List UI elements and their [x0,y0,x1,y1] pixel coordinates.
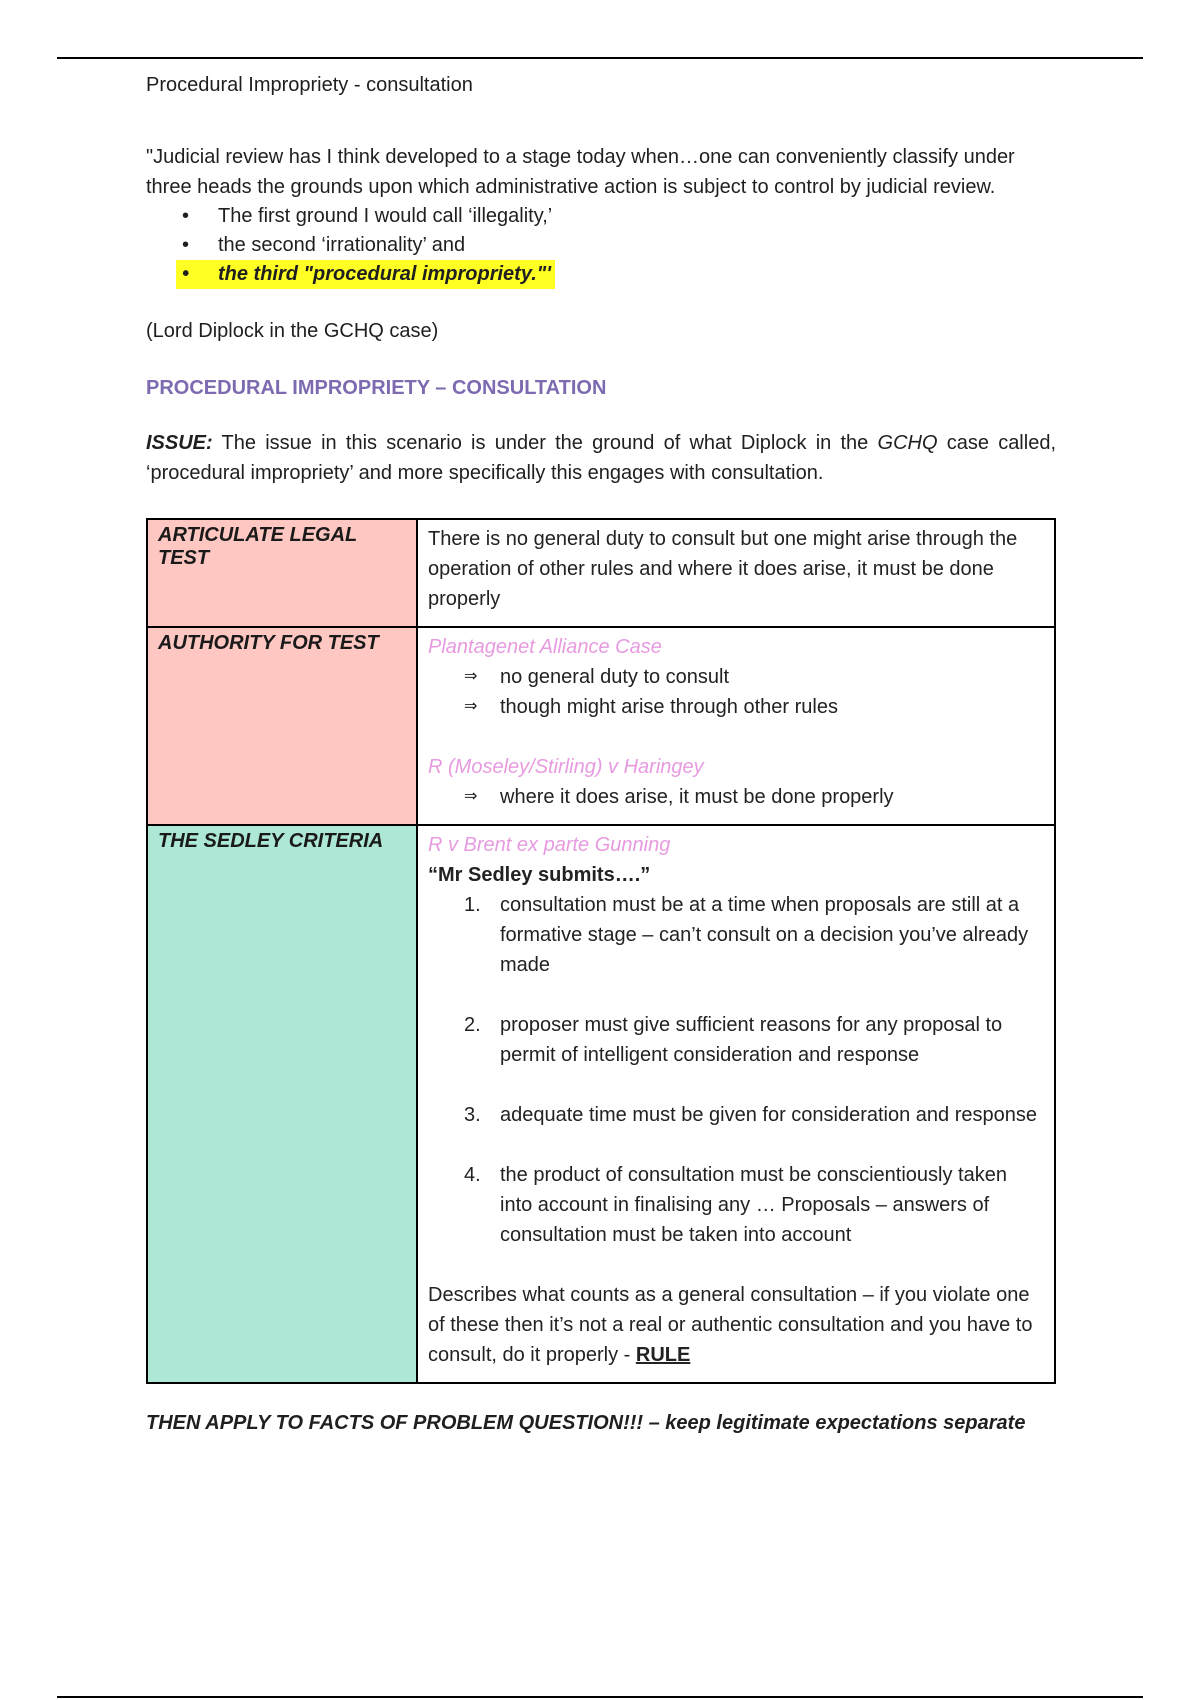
sedley-criteria-list [428,890,1044,1250]
item-text: the product of consultation must be conscientiously taken into account in finalising any … Proposals – answers of consultation must be taken into account [500,1164,1007,1246]
list-item [464,1160,1044,1250]
rule-label: RULE [635,1344,691,1366]
list-item-highlighted: • the third "procedural impropriety."' [176,260,555,289]
table-row [147,519,1055,627]
list-item: • the second ‘irrationality’ and [182,231,1056,260]
list-item: ⇒ where it does arise, it must be done properly [464,782,1044,812]
item-text: proposer must give sufficient reasons for any proposal to permit of intelligent consideration and response [500,1014,1003,1066]
item-text: consultation must be at a time when proposals are still at a formative stage – can’t consult on a decision you’ve already made [500,894,1029,976]
case-name: R (Moseley/Stirling) v Haringey [428,756,704,778]
page-header-title: Procedural Impropriety - consultation [146,74,473,96]
list-item: ⇒ no general duty to consult [464,662,1044,692]
summary-text: Describes what counts as a general consultation – if you violate one of these then it’s not a real or authentic consultation and you have to consult, do it properly - [428,1284,1033,1366]
item-number: 2. [464,1014,481,1036]
arrow-list [428,662,1044,722]
row-label: AUTHORITY FOR TEST [147,627,417,825]
row-content: There is no general duty to consult but one might arise through the operation of other rules and where it does arise, it must be done properly [417,519,1055,627]
grounds-list [146,202,1056,289]
item-number: 4. [464,1164,481,1186]
criteria-summary [428,1280,1044,1370]
issue-case: GCHQ [877,432,938,454]
legal-test-table [146,518,1056,1384]
quote-attribution: (Lord Diplock in the GCHQ case) [146,320,439,342]
list-item [464,1100,1044,1130]
item-text: adequate time must be given for consideration and response [500,1104,1038,1126]
row-label: THE SEDLEY CRITERIA [147,825,417,1383]
diplock-quote: "Judicial review has I think developed to a stage today when…one can conveniently classify under three heads the grounds upon which administrative action is subject to control by judicial review. [146,146,1015,198]
issue-label: ISSUE: [146,432,213,454]
item-number: 1. [464,894,481,916]
final-instruction: THEN APPLY TO FACTS OF PROBLEM QUESTION!!! – keep legitimate expectations separate [146,1412,1026,1434]
case-name: R v Brent ex parte Gunning [428,834,671,856]
table-row [147,627,1055,825]
sedley-subtitle: “Mr Sedley submits….” [428,864,651,886]
row-label: ARTICULATE LEGAL TEST [147,519,417,627]
section-heading: PROCEDURAL IMPROPRIETY – CONSULTATION [146,377,607,399]
case-name: Plantagenet Alliance Case [428,636,662,658]
row-content [417,825,1055,1383]
bottom-rule [57,1696,1143,1698]
issue-text-before: The issue in this scenario is under the ground of what Diplock in the [212,432,878,454]
arrow-list [428,782,1044,812]
list-item: ⇒ though might arise through other rules [464,692,1044,722]
table-row [147,825,1055,1383]
item-number: 3. [464,1104,481,1126]
row-content [417,627,1055,825]
list-item [464,890,1044,980]
list-item [464,1010,1044,1070]
document-page [146,72,1056,1435]
issue-text-after: case called, ‘procedural impropriety’ and more specifically this engages with consultation. [146,432,1056,484]
issue-paragraph [146,428,1056,488]
list-item: • The first ground I would call ‘illegality,’ [182,202,1056,231]
top-rule [57,57,1143,59]
